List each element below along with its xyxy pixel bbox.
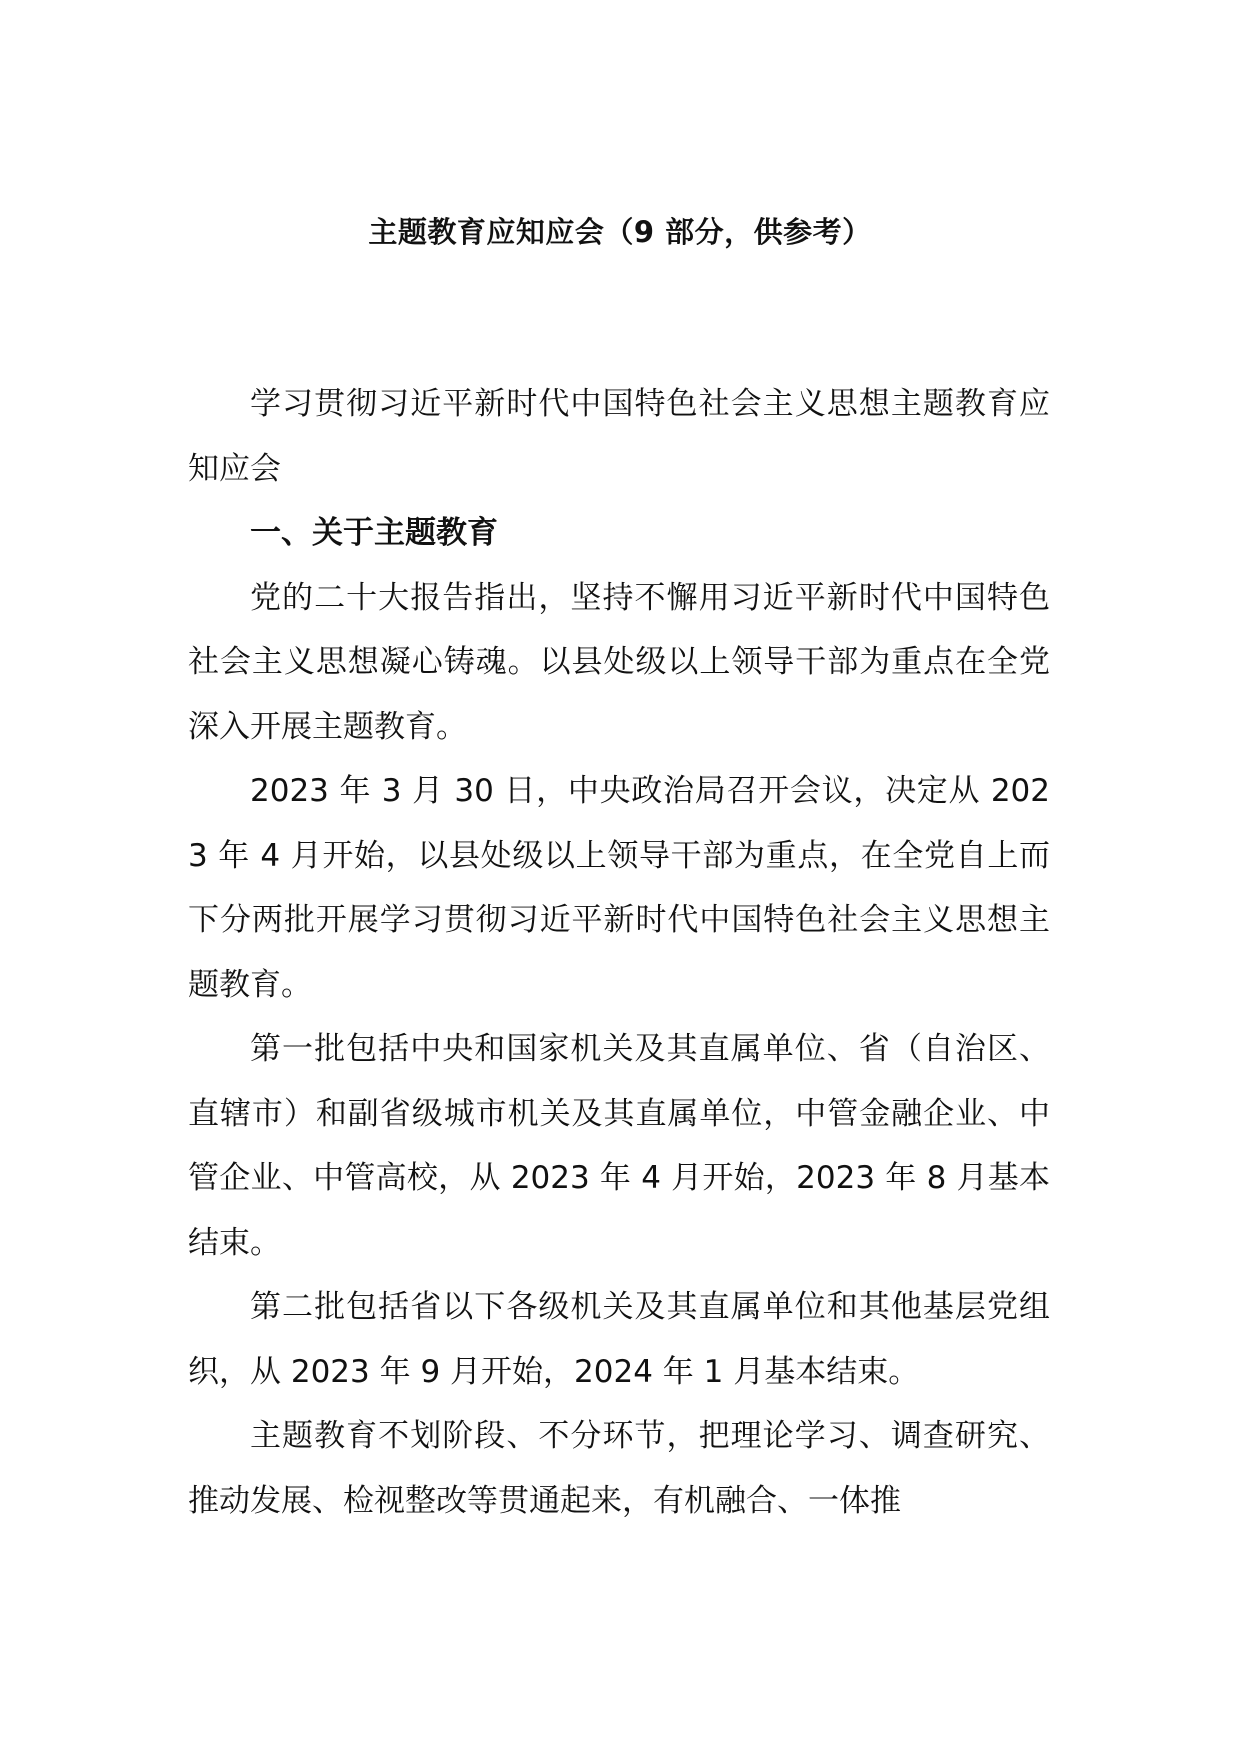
document-title: 主题教育应知应会（9 部分，供参考） [368, 215, 872, 249]
section-heading: 一、关于主题教育 [250, 515, 498, 551]
body-paragraph: 第一批包括中央和国家机关及其直属单位、省（自治区、直辖市）和副省级城市机关及其直属单位，中管金融企业、中管企业、中管高校，从 2023 年 4 月开始，2023 年 8 月基本结束。 [188, 1031, 1050, 1261]
body-paragraph: 2023 年 3 月 30 日，中央政治局召开会议，决定从 2023 年 4 月开始，以县处级以上领导干部为重点，在全党自上而下分两批开展学习贯彻习近平新时代中国特色社会主义思想主题教育。 [188, 773, 1050, 1003]
body-paragraph: 第二批包括省以下各级机关及其直属单位和其他基层党组织，从 2023 年 9 月开始，2024 年 1 月基本结束。 [188, 1289, 1050, 1390]
intro-paragraph: 学习贯彻习近平新时代中国特色社会主义思想主题教育应知应会 [188, 386, 1050, 487]
document-body [188, 372, 1050, 1533]
body-paragraph: 主题教育不划阶段、不分环节，把理论学习、调查研究、推动发展、检视整改等贯通起来，有机融合、一体推 [188, 1418, 1050, 1519]
body-paragraph: 党的二十大报告指出，坚持不懈用习近平新时代中国特色社会主义思想凝心铸魂。以县处级以上领导干部为重点在全党深入开展主题教育。 [188, 579, 1050, 745]
